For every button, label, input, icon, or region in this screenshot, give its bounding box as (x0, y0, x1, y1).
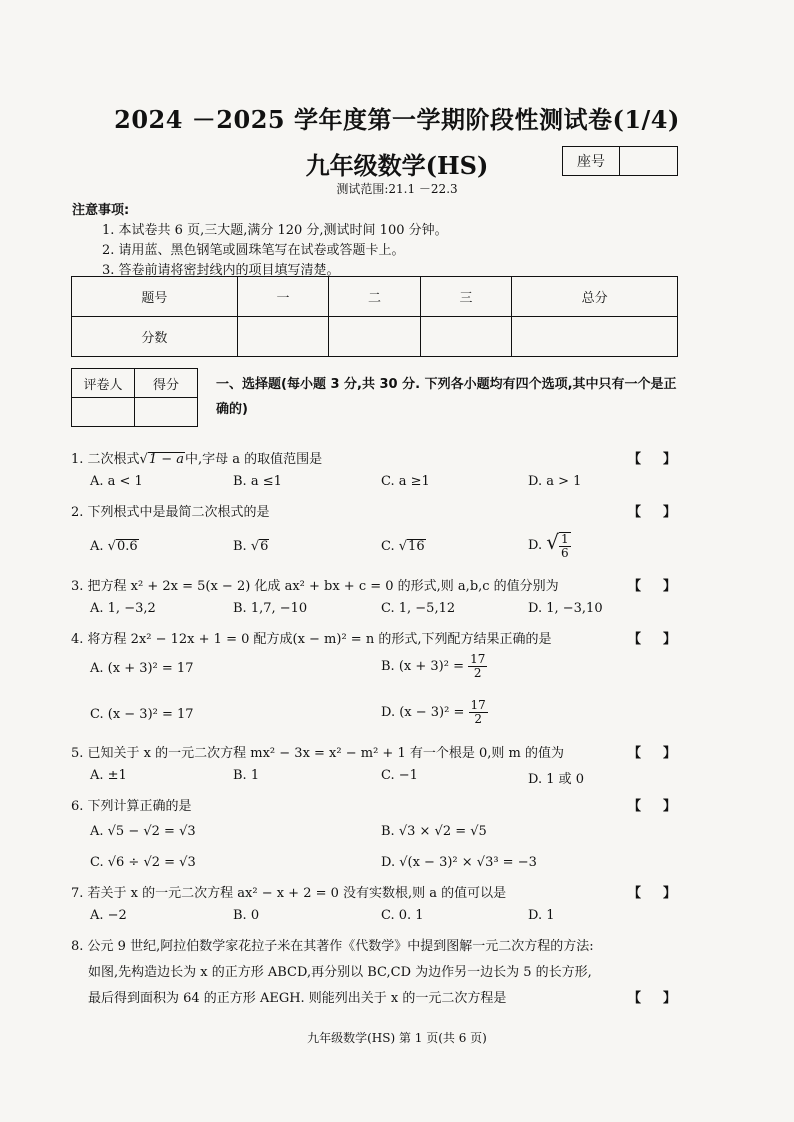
option[interactable]: A. ±1 (90, 768, 127, 783)
denominator: 6 (560, 545, 569, 560)
sqrt-sign: √ (139, 452, 148, 467)
option[interactable]: C. √6 ÷ √2 = √3 (90, 855, 196, 870)
option-label: D. (528, 538, 547, 553)
denominator: 2 (474, 712, 482, 726)
exam-title: 2024 －2025 学年度第一学期阶段性测试卷(1/4) (114, 105, 680, 134)
grader-score-label: 得分 (135, 369, 198, 398)
answer-bracket[interactable]: 【】 (628, 886, 699, 901)
option[interactable]: A. (x + 3)² = 17 (90, 661, 194, 676)
option-label: B. (x + 3)² = (381, 659, 464, 674)
question-2: 2. 下列根式中是最简二次根式的是 (71, 505, 270, 520)
score-row-label: 分数 (72, 317, 238, 357)
answer-bracket[interactable]: 【】 (628, 632, 699, 647)
option[interactable]: B. 0 (233, 908, 260, 923)
question-3: 3. 把方程 x² + 2x = 5(x − 2) 化成 ax² + bx + c = 0 的形式,则 a,b,c 的值分别为 (71, 579, 559, 594)
option[interactable]: C. (x − 3)² = 17 (90, 707, 194, 722)
radicand: 16 (408, 539, 425, 554)
option[interactable]: D. a > 1 (528, 474, 582, 489)
option[interactable] (528, 530, 571, 560)
answer-bracket[interactable]: 【】 (628, 505, 699, 520)
score-cell[interactable] (512, 317, 678, 357)
score-table (71, 276, 678, 357)
sqrt-sign: √ (546, 530, 559, 554)
score-cell[interactable] (420, 317, 511, 357)
option-label: B. (233, 539, 251, 554)
test-range: 测试范围:21.1 －22.3 (336, 182, 458, 196)
score-header: 二 (329, 277, 420, 317)
question-8-line: 最后得到面积为 64 的正方形 AEGH. 则能列出关于 x 的一元二次方程是 (88, 991, 507, 1006)
answer-bracket[interactable]: 【】 (628, 452, 699, 467)
score-header: 题号 (72, 277, 238, 317)
option[interactable]: A. a < 1 (90, 474, 143, 489)
numerator: 1 (560, 531, 569, 546)
option-label: C. (381, 539, 399, 554)
page-footer: 九年级数学(HS) 第 1 页(共 6 页) (307, 1031, 487, 1045)
option[interactable]: C. a ≥1 (381, 474, 430, 489)
question-7: 7. 若关于 x 的一元二次方程 ax² − x + 2 = 0 没有实数根,则 a 的值可以是 (71, 886, 507, 901)
option[interactable]: B. √6 (233, 539, 269, 554)
seat-label: 座号 (563, 147, 620, 175)
option[interactable]: B. 1 (233, 768, 260, 783)
seat-input[interactable] (620, 147, 677, 175)
option[interactable] (381, 699, 488, 726)
option[interactable]: D. 1, −3,10 (528, 601, 603, 616)
question-1 (71, 448, 322, 467)
radicand: 0.6 (116, 539, 138, 554)
option[interactable]: A. √0.6 (90, 539, 138, 554)
exam-subtitle: 九年级数学(HS) (305, 151, 489, 180)
option-label: D. (x − 3)² = (381, 705, 465, 720)
question-8-line: 如图,先构造边长为 x 的正方形 ABCD,再分别以 BC,CD 为边作另一边长为 5 的长方形, (88, 965, 592, 980)
seat-number-box (562, 146, 678, 176)
score-cell[interactable] (237, 317, 328, 357)
notice-item: 2. 请用蓝、黑色钢笔或圆珠笔写在试卷或答题卡上。 (102, 243, 405, 258)
option[interactable]: A. √5 − √2 = √3 (90, 824, 196, 839)
score-header: 一 (237, 277, 328, 317)
numerator: 17 (470, 652, 486, 666)
option[interactable]: D. √(x − 3)² × √3³ = −3 (381, 855, 537, 870)
fraction (469, 699, 488, 726)
notice-item: 3. 答卷前请将密封线内的项目填写清楚。 (102, 263, 340, 278)
option[interactable]: A. 1, −3,2 (90, 601, 156, 616)
question-4: 4. 将方程 2x² − 12x + 1 = 0 配方成(x − m)² = n 的形式,下列配方结果正确的是 (71, 632, 552, 647)
grader-cell[interactable] (72, 398, 135, 427)
option[interactable]: C. √16 (381, 539, 425, 554)
radicand: 6 (260, 539, 269, 554)
score-cell[interactable] (329, 317, 420, 357)
option[interactable]: C. 1, −5,12 (381, 601, 456, 616)
question-6: 6. 下列计算正确的是 (71, 799, 192, 814)
score-header: 三 (420, 277, 511, 317)
q1-text: 1. 二次根式 (71, 452, 140, 467)
option[interactable]: B. a ≤1 (233, 474, 282, 489)
q1-radicand: 1 − a (148, 452, 185, 467)
answer-bracket[interactable]: 【】 (628, 799, 699, 814)
option[interactable]: C. 0. 1 (381, 908, 424, 923)
fraction (468, 653, 487, 680)
score-header: 总分 (512, 277, 678, 317)
fraction (559, 532, 571, 560)
notice-heading: 注意事项: (72, 203, 130, 218)
notice-item: 1. 本试卷共 6 页,三大题,满分 120 分,测试时间 100 分钟。 (102, 223, 448, 238)
option-label: A. (90, 539, 108, 554)
question-5: 5. 已知关于 x 的一元二次方程 mx² − 3x = x² − m² + 1 有一个根是 0,则 m 的值为 (71, 746, 564, 761)
option[interactable]: D. 1 (528, 908, 555, 923)
grader-score-cell[interactable] (135, 398, 198, 427)
denominator: 2 (473, 666, 482, 680)
option[interactable]: B. 1,7, −10 (233, 601, 308, 616)
grader-table (71, 368, 198, 427)
option[interactable]: B. √3 × √2 = √5 (381, 824, 487, 839)
section1-title: 一、选择题(每小题 3 分,共 30 分. 下列各小题均有四个选项,其中只有一个是正确的) (216, 377, 677, 417)
q1-text-post: 中,字母 a 的取值范围是 (185, 452, 323, 467)
option[interactable] (381, 653, 487, 680)
answer-bracket[interactable]: 【】 (628, 746, 699, 761)
answer-bracket[interactable]: 【】 (628, 991, 699, 1006)
option[interactable]: D. 1 或 0 (528, 772, 585, 787)
numerator: 17 (470, 698, 486, 712)
option[interactable]: C. −1 (381, 768, 418, 783)
grader-label: 评卷人 (72, 369, 135, 398)
question-8-line: 8. 公元 9 世纪,阿拉伯数学家花拉子米在其著作《代数学》中提到图解一元二次方程的方法: (71, 939, 594, 954)
answer-bracket[interactable]: 【】 (628, 579, 699, 594)
option[interactable]: A. −2 (90, 908, 127, 923)
